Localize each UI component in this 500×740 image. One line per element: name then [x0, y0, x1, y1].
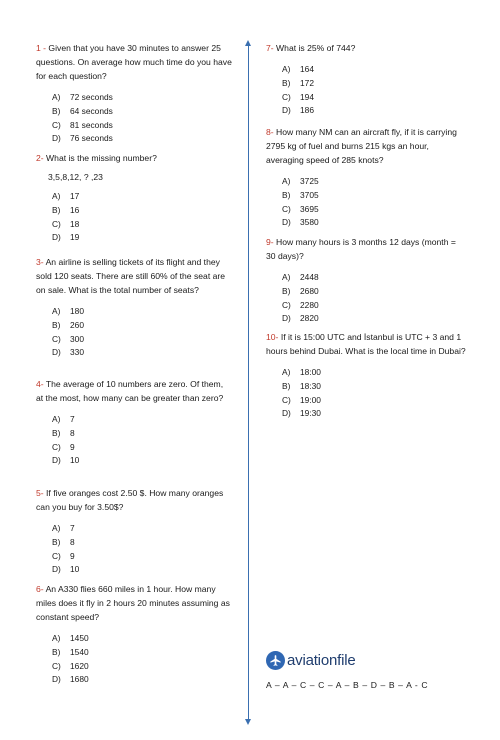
option-letter: C) — [52, 119, 61, 130]
question-body: If five oranges cost 2.50 $. How many oranges can you buy for 3.50$? — [36, 488, 224, 512]
option-value: 19:30 — [300, 408, 321, 419]
number-sequence: 3,5,8,12, ? ,23 — [48, 172, 103, 182]
option-value: 3705 — [300, 189, 319, 200]
options-list — [52, 632, 232, 687]
option-row — [52, 119, 232, 133]
option-letter: B) — [52, 319, 61, 330]
question-text — [36, 41, 232, 83]
option-value: 1540 — [70, 646, 89, 657]
option-row — [52, 190, 232, 204]
options-list — [52, 190, 232, 245]
question-text — [266, 125, 466, 167]
option-letter: D) — [282, 105, 291, 116]
question-body: How many hours is 3 months 12 days (month = 30 days)? — [266, 237, 456, 261]
option-value: 2448 — [300, 272, 319, 282]
option-row — [52, 427, 232, 441]
option-letter: B) — [282, 189, 291, 200]
option-value: 194 — [300, 91, 314, 102]
option-letter: D) — [52, 347, 61, 358]
option-value: 2820 — [300, 313, 319, 324]
divider-arrow-up-icon — [245, 40, 251, 46]
question-5 — [36, 486, 232, 577]
option-value: 1620 — [70, 660, 89, 671]
option-value: 19:00 — [300, 394, 321, 405]
option-row — [52, 454, 232, 468]
question-2 — [36, 151, 232, 245]
option-row — [52, 522, 232, 536]
option-letter: D) — [282, 217, 291, 228]
option-row — [282, 394, 466, 408]
option-letter: A) — [52, 191, 61, 201]
option-value: 3725 — [300, 176, 319, 186]
option-letter: A) — [282, 176, 291, 186]
options-list — [282, 271, 466, 326]
option-value: 72 seconds — [70, 92, 113, 102]
option-letter: B) — [52, 646, 61, 657]
option-value: 330 — [70, 347, 84, 358]
option-row — [282, 216, 466, 230]
options-list — [52, 522, 232, 577]
option-row — [282, 299, 466, 313]
option-letter: B) — [52, 204, 61, 215]
options-list — [52, 91, 232, 146]
option-letter: A) — [52, 92, 61, 102]
option-value: 18:00 — [300, 367, 321, 377]
question-text — [36, 151, 232, 165]
option-row — [282, 203, 466, 217]
question-number: 4- — [36, 379, 44, 389]
option-letter: C) — [52, 550, 61, 561]
question-number: 2- — [36, 153, 44, 163]
option-value: 19 — [70, 232, 80, 243]
option-letter: A) — [52, 414, 61, 424]
option-letter: C) — [52, 660, 61, 671]
option-letter: B) — [52, 427, 61, 438]
option-row — [52, 319, 232, 333]
option-row — [282, 91, 466, 105]
question-text — [266, 330, 466, 358]
airplane-icon — [266, 651, 285, 670]
option-letter: D) — [52, 674, 61, 685]
question-text — [266, 41, 466, 55]
column-divider — [248, 44, 249, 720]
divider-arrow-down-icon — [245, 719, 251, 725]
option-row — [52, 231, 232, 245]
question-7 — [266, 41, 466, 118]
option-value: 300 — [70, 333, 84, 344]
option-row — [282, 380, 466, 394]
question-body: What is 25% of 744? — [276, 43, 356, 53]
option-value: 18:30 — [300, 380, 321, 391]
option-value: 2680 — [300, 285, 319, 296]
option-value: 76 seconds — [70, 133, 113, 144]
option-row — [282, 104, 466, 118]
option-letter: C) — [282, 394, 291, 405]
question-text — [36, 377, 232, 405]
option-value: 260 — [70, 319, 84, 330]
option-letter: B) — [282, 77, 291, 88]
option-row — [52, 204, 232, 218]
brand-name: aviationfile — [287, 651, 356, 669]
option-value: 8 — [70, 536, 75, 547]
question-body: An A330 flies 660 miles in 1 hour. How many miles does it fly in 2 hours 20 minutes assuming as constant speed? — [36, 584, 230, 622]
option-row — [282, 285, 466, 299]
question-body: If it is 15:00 UTC and İstanbul is UTC + 3 and 1 hours behind Dubai. What is the local time in Dubai? — [266, 332, 466, 356]
option-value: 164 — [300, 64, 314, 74]
option-value: 7 — [70, 414, 75, 424]
option-letter: D) — [52, 564, 61, 575]
option-row — [282, 271, 466, 285]
option-row — [52, 646, 232, 660]
option-letter: D) — [52, 455, 61, 466]
option-row — [52, 105, 232, 119]
option-value: 10 — [70, 564, 80, 575]
option-letter: C) — [282, 299, 291, 310]
options-list — [52, 305, 232, 360]
option-letter: A) — [52, 306, 61, 316]
answer-key: A – A – C – C – A – B – D – B – A - C — [266, 680, 429, 690]
question-number: 8- — [266, 127, 274, 137]
question-number: 10- — [266, 332, 279, 342]
question-body: How many NM can an aircraft fly, if it is carrying 2795 kg of fuel and burns 215 kgs an hour, averaging speed of 285 knots? — [266, 127, 457, 165]
option-value: 2280 — [300, 299, 319, 310]
option-row — [52, 441, 232, 455]
option-letter: C) — [282, 203, 291, 214]
option-value: 7 — [70, 523, 75, 533]
question-number: 5- — [36, 488, 44, 498]
option-value: 3580 — [300, 217, 319, 228]
question-10 — [266, 330, 466, 421]
option-row — [282, 189, 466, 203]
option-row — [282, 63, 466, 77]
option-row — [282, 175, 466, 189]
option-letter: B) — [52, 536, 61, 547]
option-row — [52, 413, 232, 427]
option-row — [282, 366, 466, 380]
option-row — [282, 407, 466, 421]
option-row — [52, 218, 232, 232]
option-row — [52, 660, 232, 674]
options-list — [52, 413, 232, 468]
option-value: 81 seconds — [70, 119, 113, 130]
option-row — [52, 632, 232, 646]
option-value: 9 — [70, 550, 75, 561]
question-6 — [36, 582, 232, 687]
options-list — [282, 366, 466, 421]
options-list — [282, 63, 466, 118]
option-letter: C) — [52, 218, 61, 229]
question-9 — [266, 235, 466, 326]
question-3 — [36, 255, 232, 360]
option-letter: C) — [282, 91, 291, 102]
option-row — [52, 305, 232, 319]
question-number: 9- — [266, 237, 274, 247]
option-row — [282, 312, 466, 326]
option-letter: B) — [282, 380, 291, 391]
question-text — [36, 486, 232, 514]
option-row — [52, 550, 232, 564]
option-letter: A) — [282, 64, 291, 74]
option-letter: D) — [282, 313, 291, 324]
option-row — [52, 563, 232, 577]
option-row — [52, 346, 232, 360]
brand-logo — [266, 648, 355, 672]
option-value: 172 — [300, 77, 314, 88]
option-letter: D) — [52, 232, 61, 243]
question-body: Given that you have 30 minutes to answer 25 questions. On average how much time do you have for each question? — [36, 43, 232, 81]
option-letter: B) — [52, 105, 61, 116]
question-text — [266, 235, 466, 263]
question-1 — [36, 41, 232, 146]
option-value: 10 — [70, 455, 80, 466]
option-row — [52, 536, 232, 550]
option-value: 18 — [70, 218, 80, 229]
option-row — [52, 673, 232, 687]
option-row — [52, 91, 232, 105]
question-number: 7- — [266, 43, 274, 53]
option-value: 1450 — [70, 633, 89, 643]
option-value: 9 — [70, 441, 75, 452]
option-letter: A) — [52, 633, 61, 643]
option-row — [52, 333, 232, 347]
option-value: 17 — [70, 191, 80, 201]
option-row — [282, 77, 466, 91]
option-value: 8 — [70, 427, 75, 438]
option-letter: D) — [52, 133, 61, 144]
question-8 — [266, 125, 466, 230]
option-value: 16 — [70, 204, 80, 215]
question-body: An airline is selling tickets of its flight and they sold 120 seats. There are still 60% of the seat are on sale. What is the total number of seats? — [36, 257, 226, 295]
option-value: 3695 — [300, 203, 319, 214]
option-letter: B) — [282, 285, 291, 296]
question-text — [36, 582, 232, 624]
option-value: 186 — [300, 105, 314, 116]
option-letter: A) — [282, 367, 291, 377]
option-value: 1680 — [70, 674, 89, 685]
question-number: 3- — [36, 257, 44, 267]
option-value: 64 seconds — [70, 105, 113, 116]
option-letter: A) — [52, 523, 61, 533]
option-value: 180 — [70, 306, 84, 316]
question-number: 6- — [36, 584, 44, 594]
option-letter: C) — [52, 441, 61, 452]
question-body: The average of 10 numbers are zero. Of them, at the most, how many can be greater than zero? — [36, 379, 224, 403]
question-number: 1 - — [36, 43, 47, 53]
question-text — [36, 255, 232, 297]
option-letter: C) — [52, 333, 61, 344]
question-body: What is the missing number? — [46, 153, 157, 163]
options-list — [282, 175, 466, 230]
option-letter: D) — [282, 408, 291, 419]
question-4 — [36, 377, 232, 468]
option-row — [52, 132, 232, 146]
option-letter: A) — [282, 272, 291, 282]
